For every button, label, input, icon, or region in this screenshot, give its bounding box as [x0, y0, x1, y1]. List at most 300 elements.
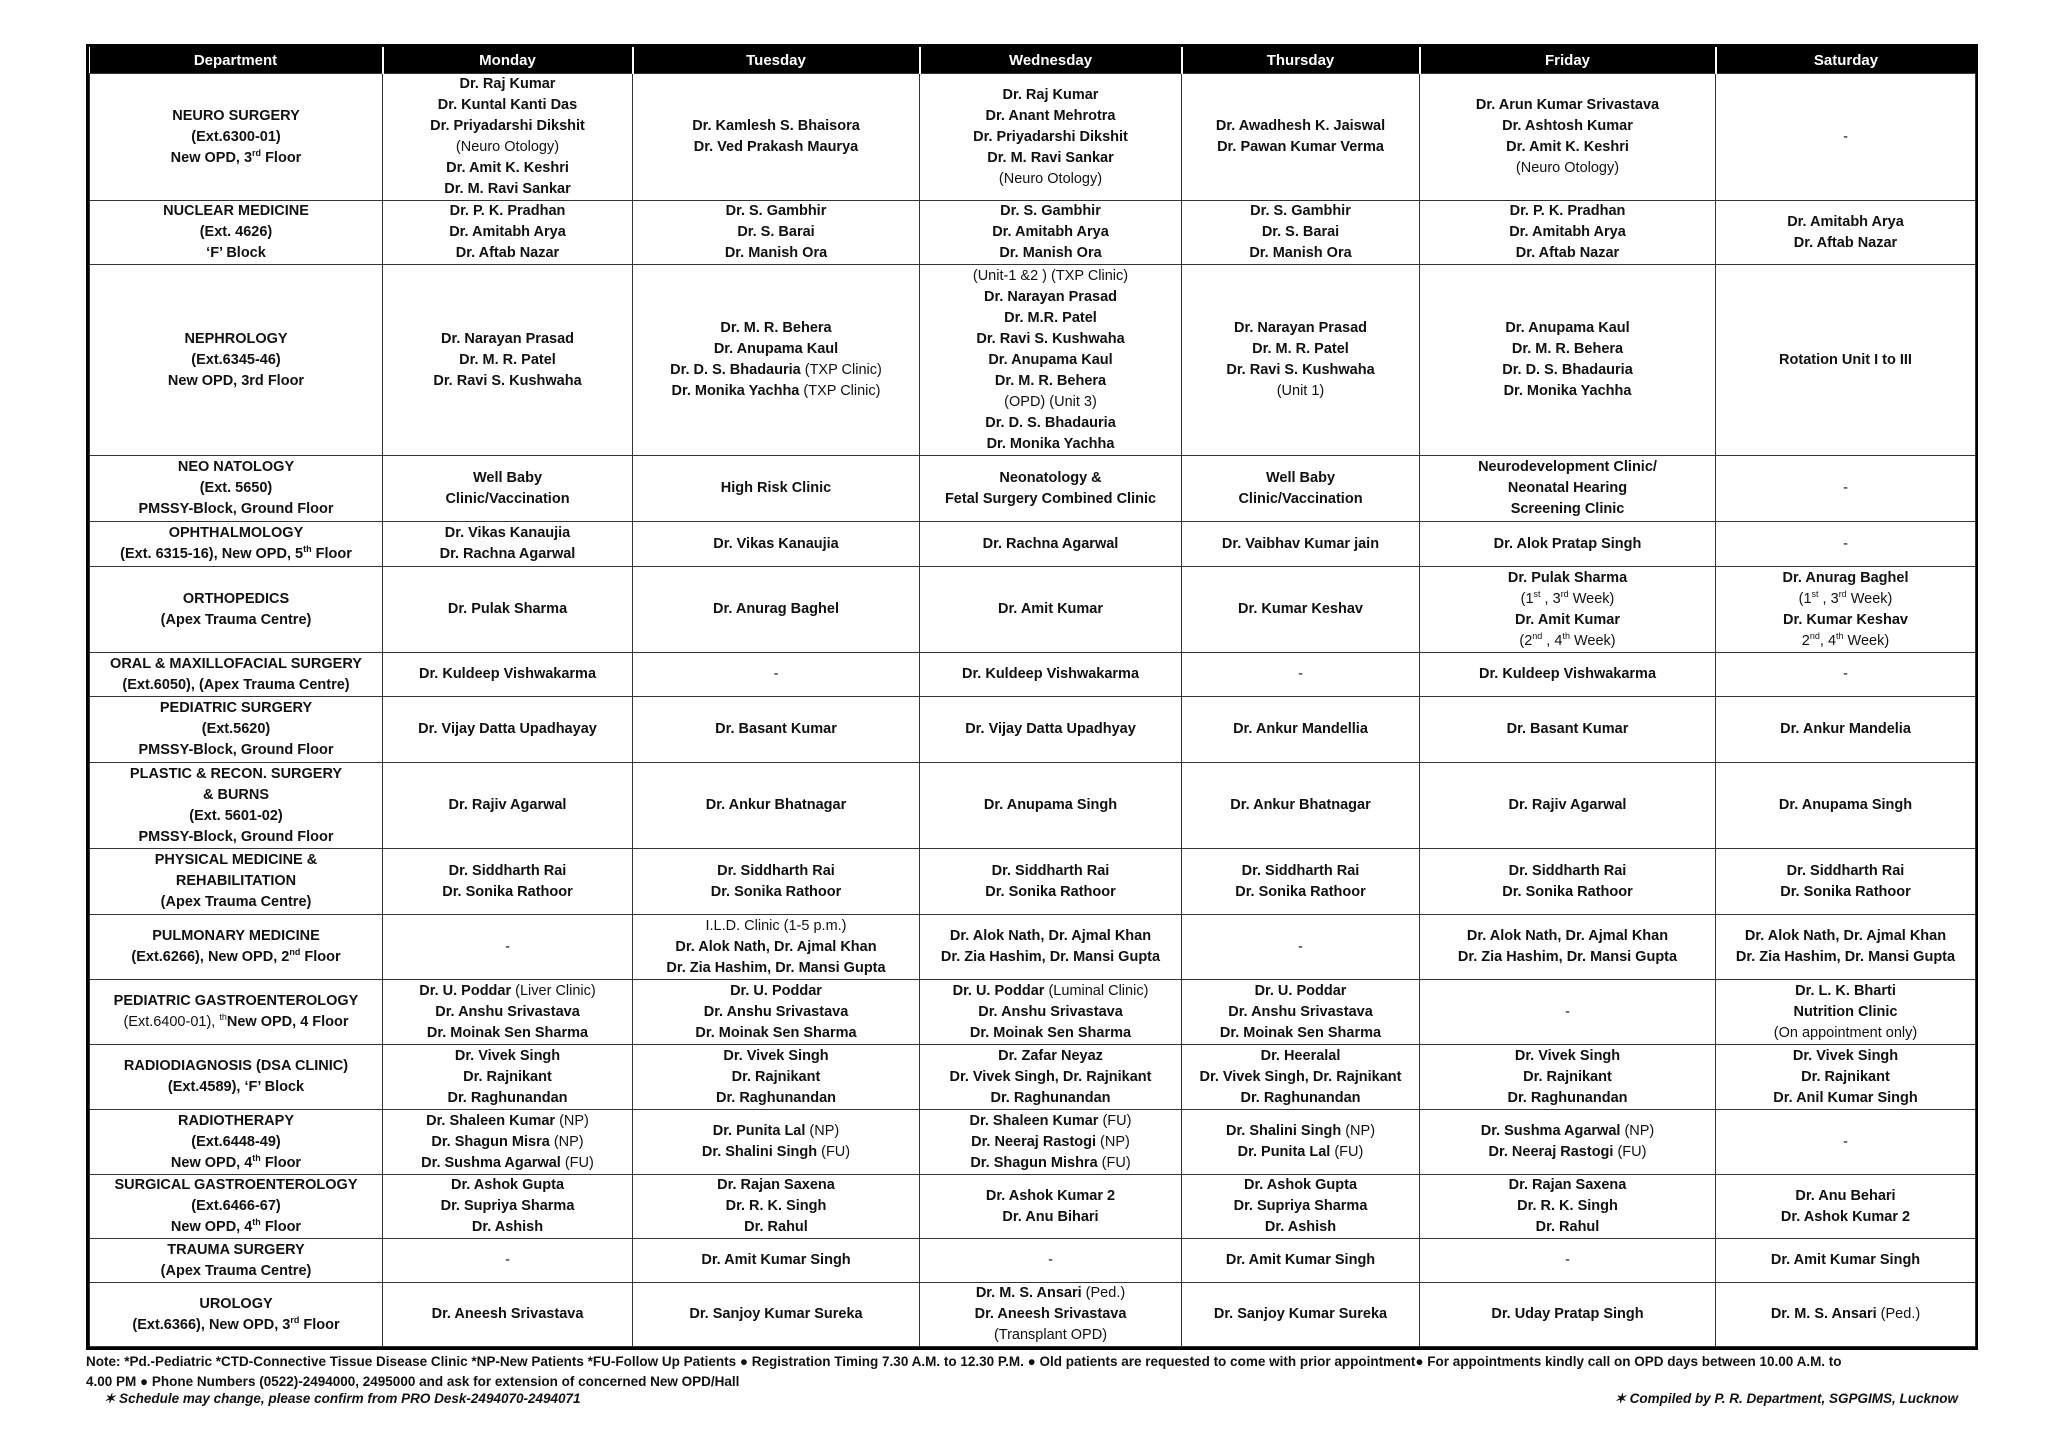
cell-text: Dr. Moinak Sen Sharma [695, 1024, 857, 1041]
day-cell [1182, 567, 1420, 653]
superscript: st [1533, 588, 1541, 599]
cell-text: Dr. Siddharth Rai [1508, 862, 1627, 879]
cell-text: NEPHROLOGY [184, 330, 288, 347]
cell-text: Dr. Ashish [471, 1219, 544, 1235]
doctor-line [386, 1175, 629, 1196]
day-cell [1420, 697, 1716, 763]
cell-text: Dr. Priyadarshi Dikshit [973, 128, 1128, 145]
doctor-line [1719, 981, 1972, 1002]
cell-text: Dr. Raj Kumar [459, 76, 556, 92]
doctor-line [1423, 222, 1712, 243]
day-cell [920, 763, 1182, 849]
department-line [93, 1153, 379, 1174]
doctor-line [1423, 1175, 1712, 1196]
doctor-line [636, 1046, 916, 1067]
day-cell [1716, 697, 1976, 763]
table-row [90, 201, 1976, 265]
cell-text: New OPD, 3 [170, 149, 253, 166]
cell-text: ‘F’ Block [206, 245, 266, 261]
day-cell [1716, 1110, 1976, 1175]
schedule-change-note: ✶ Schedule may change, please confirm from PRO Desk-2494070-2494071 [104, 1391, 581, 1406]
cell-text: TRAUMA SURGERY [167, 1241, 305, 1258]
day-cell [633, 1283, 920, 1347]
cell-text: Screening Clinic [1510, 501, 1625, 517]
cell-text: Dr. Aftab Nazar [455, 245, 560, 261]
doctor-line [386, 74, 629, 95]
cell-text: NUCLEAR MEDICINE [163, 203, 309, 219]
doctor-line [386, 1304, 629, 1325]
department-line [93, 1315, 379, 1336]
cell-text: Dr. Monika Yachha [671, 383, 800, 399]
cell-text: Dr. Kuldeep Vishwakarma [961, 666, 1140, 682]
doctor-line [923, 719, 1178, 740]
doctor-line [923, 127, 1178, 148]
day-cell [920, 456, 1182, 522]
doctor-line [1719, 568, 1972, 589]
column-header: Thursday [1182, 47, 1420, 74]
cell-text: Dr. Ravi S. Kushwaha [433, 372, 582, 389]
department-line [93, 991, 379, 1012]
day-cell [920, 1110, 1182, 1175]
cell-text: (Apex Trauma Centre) [160, 894, 312, 910]
doctor-line [636, 1217, 916, 1238]
doctor-line [1719, 1046, 1972, 1067]
doctor-line [1719, 212, 1972, 233]
cell-text: Dr. Neeraj Rastogi [1488, 1144, 1614, 1160]
doctor-line [386, 95, 629, 116]
cell-text: Dr. Vaibhav Kumar jain [1221, 535, 1380, 552]
doctor-line [1423, 243, 1712, 264]
day-cell [633, 74, 920, 201]
day-cell [383, 1175, 633, 1239]
doctor-line [1185, 1217, 1416, 1238]
cell-text: Dr. Amitabh Arya [1787, 213, 1904, 230]
department-cell [90, 265, 383, 456]
doctor-line [386, 1217, 629, 1238]
cell-text: New OPD, 4 [170, 1219, 253, 1235]
doctor-line [1719, 861, 1972, 882]
doctor-line [1423, 534, 1712, 555]
doctor-line [923, 1207, 1178, 1228]
column-header: Saturday [1716, 47, 1976, 74]
cell-text: & BURNS [202, 786, 270, 803]
cell-suffix: Week) [1568, 590, 1615, 607]
cell-text: Dr. Anupama Kaul [1505, 320, 1630, 336]
doctor-line [1185, 489, 1416, 510]
doctor-line [923, 981, 1178, 1002]
cell-text: Dr. M. Ravi Sankar [987, 149, 1114, 166]
day-cell [1182, 915, 1420, 980]
superscript: nd [1532, 630, 1543, 641]
cell-text: Dr. Ravi S. Kushwaha [1226, 362, 1375, 378]
cell-suffix: Floor [260, 1219, 302, 1235]
cell-text: Neonatal Hearing [1507, 480, 1628, 496]
doctor-line [636, 1142, 916, 1163]
cell-text: Dr. Moinak Sen Sharma [1219, 1024, 1382, 1041]
doctor-line [1185, 1046, 1416, 1067]
day-cell [920, 74, 1182, 201]
cell-text: Dr. Siddharth Rai [1786, 862, 1905, 879]
doctor-line [1423, 589, 1712, 610]
cell-text: Dr. Kuldeep Vishwakarma [418, 666, 597, 682]
doctor-line [923, 489, 1178, 510]
cell-text: Dr. S. Gambhir [725, 203, 827, 219]
day-cell [1182, 763, 1420, 849]
cell-text: Dr. Kuldeep Vishwakarma [1478, 666, 1657, 682]
doctor-line [386, 861, 629, 882]
cell-suffix: New OPD, 4 [226, 1014, 309, 1030]
cell-text: Dr. Sonika Rathoor [710, 883, 842, 900]
department-line [93, 675, 379, 696]
cell-text: (Neuro Otology) [1515, 160, 1620, 176]
cell-text: RADIODIAGNOSIS (DSA CLINIC) [123, 1058, 349, 1074]
column-header: Tuesday [633, 47, 920, 74]
cell-suffix: (TXP Clinic) [799, 383, 881, 399]
day-cell [1420, 763, 1716, 849]
doctor-line [386, 158, 629, 179]
cell-text: (Transplant OPD) [993, 1327, 1108, 1343]
doctor-line [1423, 795, 1712, 816]
doctor-line [1185, 339, 1416, 360]
doctor-line [386, 116, 629, 137]
doctor-line [1423, 568, 1712, 589]
doctor-line [1719, 664, 1972, 685]
day-cell [1420, 1045, 1716, 1110]
doctor-line [1423, 1142, 1712, 1163]
doctor-line [386, 1002, 629, 1023]
doctor-line [923, 599, 1178, 620]
cell-text: REHABILITATION [175, 873, 297, 889]
doctor-line [1423, 499, 1712, 520]
cell-text: (1 [1798, 590, 1812, 607]
day-cell [383, 653, 633, 697]
doctor-line [386, 1196, 629, 1217]
superscript: th [1562, 630, 1570, 641]
doctor-line [1185, 1304, 1416, 1325]
doctor-line [386, 179, 629, 200]
department-line [93, 1240, 379, 1261]
department-line [93, 947, 379, 968]
doctor-line [1719, 1304, 1972, 1325]
department-line [93, 740, 379, 761]
doctor-line [923, 1325, 1178, 1346]
cell-text: Dr. Punita Lal [712, 1123, 806, 1139]
cell-text: Dr. Basant Kumar [715, 721, 837, 737]
cell-text: New OPD, 4 [170, 1154, 253, 1171]
doctor-line [636, 222, 916, 243]
day-cell [383, 522, 633, 567]
cell-text: Dr. Anant Mehrotra [985, 107, 1116, 124]
doctor-line [386, 137, 629, 158]
cell-text: High Risk Clinic [720, 480, 832, 496]
department-line [93, 243, 379, 264]
doctor-line [386, 1023, 629, 1044]
schedule-table [89, 47, 1976, 1347]
day-cell [1716, 456, 1976, 522]
cell-text: Dr. Shalini Singh [1225, 1123, 1342, 1139]
cell-text: Neurodevelopment Clinic/ [1478, 459, 1657, 475]
table-row [90, 1239, 1976, 1283]
doctor-line [1423, 1304, 1712, 1325]
table-row [90, 653, 1976, 697]
doctor-line [923, 201, 1178, 222]
cell-text: Dr. Vivek Singh [454, 1047, 561, 1064]
cell-suffix: (NP) [549, 1133, 584, 1150]
doctor-line [1185, 116, 1416, 137]
cell-text: Dr. Shalini Singh [701, 1144, 818, 1160]
day-cell [920, 1283, 1182, 1347]
day-cell [633, 849, 920, 915]
cell-text: Dr. Sonika Rathoor [442, 883, 573, 900]
cell-text: Dr. Anu Bihari [1002, 1208, 1099, 1225]
doctor-line [636, 882, 916, 903]
cell-text: Dr. Alok Nath, Dr. Ajmal Khan [675, 938, 877, 955]
doctor-line [386, 468, 629, 489]
cell-text: Dr. Siddharth Rai [717, 862, 835, 879]
doctor-line [1185, 468, 1416, 489]
cell-text: (Neuro Otology) [455, 139, 560, 155]
doctor-line [636, 1002, 916, 1023]
department-line [93, 719, 379, 740]
day-cell [1420, 265, 1716, 456]
department-cell [90, 567, 383, 653]
cell-suffix: , 4 [1819, 632, 1837, 649]
cell-text: Dr. S. Gambhir [1000, 203, 1101, 219]
doctor-line [923, 795, 1178, 816]
doctor-line [1423, 1088, 1712, 1109]
doctor-line [636, 1023, 916, 1044]
doctor-line [1185, 1088, 1416, 1109]
day-cell [383, 1045, 633, 1110]
doctor-line [923, 1304, 1178, 1325]
cell-text: Dr. Shaleen Kumar [969, 1112, 1099, 1129]
cell-text: Dr. D. S. Bhadauria [670, 362, 801, 378]
day-cell [383, 1283, 633, 1347]
cell-suffix: (FU) [817, 1144, 851, 1160]
cell-suffix: Week) [1846, 590, 1893, 607]
cell-text: 2 [1801, 632, 1810, 649]
doctor-line [1719, 795, 1972, 816]
doctor-line [1423, 1046, 1712, 1067]
cell-text: NEO NATOLOGY [177, 459, 295, 475]
cell-text: Dr. M. R. Patel [1252, 341, 1349, 357]
doctor-line [386, 1111, 629, 1132]
department-line [93, 764, 379, 785]
doctor-line [1185, 201, 1416, 222]
cell-text: New OPD, 3rd Floor [167, 372, 305, 389]
doctor-line [636, 958, 916, 979]
doctor-line [923, 1023, 1178, 1044]
doctor-line [1185, 1142, 1416, 1163]
cell-text: Dr. Zia Hashim, Dr. Mansi Gupta [1457, 949, 1678, 965]
doctor-line [1423, 664, 1712, 685]
department-line [93, 1175, 379, 1196]
day-cell [383, 763, 633, 849]
doctor-line [386, 544, 629, 565]
cell-text: Dr. U. Poddar [730, 982, 822, 999]
cell-text: PMSSY-Block, Ground Floor [138, 501, 334, 517]
cell-text: Dr. Zia Hashim, Dr. Mansi Gupta [940, 949, 1161, 965]
cell-text: Dr. Ashok Gupta [1243, 1177, 1358, 1193]
doctor-line [386, 664, 629, 685]
day-cell [1420, 201, 1716, 265]
cell-text: Dr. Amitabh Arya [1509, 224, 1626, 240]
department-line [93, 544, 379, 565]
superscript: rd [252, 147, 262, 158]
doctor-line [1423, 360, 1712, 381]
doctor-line [923, 468, 1178, 489]
cell-text: Dr. Rajnikant [1801, 1068, 1890, 1085]
superscript: rd [1838, 588, 1847, 599]
cell-text: Dr. Rahul [1535, 1219, 1600, 1235]
cell-text: Dr. Amit Kumar Singh [1770, 1252, 1921, 1268]
day-cell [920, 1175, 1182, 1239]
doctor-line [923, 1088, 1178, 1109]
day-cell [1420, 567, 1716, 653]
department-line [93, 499, 379, 520]
doctor-line [1423, 631, 1712, 652]
doctor-line [1719, 127, 1972, 148]
day-cell [383, 980, 633, 1045]
cell-text: (Ext.6448-49) [191, 1133, 281, 1150]
cell-text: Dr. P. K. Pradhan [449, 203, 566, 219]
column-header: Department [90, 47, 383, 74]
department-line [93, 371, 379, 392]
doctor-line [923, 947, 1178, 968]
table-row [90, 456, 1976, 522]
cell-suffix: (Luminal Clinic) [1044, 982, 1149, 999]
doctor-line [1185, 664, 1416, 685]
cell-text: - [1843, 1133, 1848, 1150]
cell-text: Dr. Amitabh Arya [992, 224, 1109, 240]
day-cell [1716, 522, 1976, 567]
cell-text: Dr. U. Poddar [419, 982, 512, 999]
doctor-line [1185, 861, 1416, 882]
doctor-line [923, 371, 1178, 392]
department-cell [90, 1045, 383, 1110]
day-cell [633, 653, 920, 697]
cell-text: Dr. Ankur Mandellia [1233, 721, 1368, 737]
day-cell [920, 653, 1182, 697]
doctor-line [923, 148, 1178, 169]
day-cell [920, 1239, 1182, 1283]
department-line [93, 892, 379, 913]
cell-text: Dr. Shagun Misra [431, 1133, 550, 1150]
cell-text: Dr. M. R. Behera [994, 372, 1107, 389]
cell-text: Dr. Anshu Srivastava [978, 1003, 1123, 1020]
day-cell [920, 849, 1182, 915]
superscript: th [219, 1012, 227, 1023]
cell-text: Dr. Raghunandan [447, 1089, 568, 1106]
cell-text: ORTHOPEDICS [182, 590, 290, 607]
doctor-line [1719, 350, 1972, 371]
cell-suffix: (FU) [1613, 1144, 1647, 1160]
department-cell [90, 1239, 383, 1283]
doctor-line [1423, 318, 1712, 339]
cell-suffix: (NP) [1096, 1133, 1130, 1150]
cell-text: Dr. Sanjoy Kumar Sureka [689, 1306, 863, 1322]
doctor-line [636, 534, 916, 555]
column-header: Wednesday [920, 47, 1182, 74]
day-cell [1182, 74, 1420, 201]
day-cell [1420, 1110, 1716, 1175]
cell-text: Well Baby [1265, 469, 1336, 486]
doctor-line [1719, 534, 1972, 555]
doctor-line [1423, 1067, 1712, 1088]
cell-text: Dr. S. Barai [1261, 224, 1340, 240]
header-row [90, 47, 1976, 74]
day-cell [633, 456, 920, 522]
cell-suffix: , 4 [1542, 632, 1563, 649]
cell-text: Dr. Supriya Sharma [1233, 1198, 1368, 1214]
table-row [90, 763, 1976, 849]
doctor-line [1719, 926, 1972, 947]
doctor-line [1423, 339, 1712, 360]
doctor-line [1719, 1186, 1972, 1207]
cell-text: Dr. Siddharth Rai [448, 862, 567, 879]
doctor-line [636, 981, 916, 1002]
cell-suffix: Floor [299, 1316, 340, 1333]
cell-text: Dr. Neeraj Rastogi [971, 1133, 1097, 1150]
cell-text: Dr. Anupama Kaul [988, 351, 1113, 368]
day-cell [1716, 980, 1976, 1045]
cell-text: ORAL & MAXILLOFACIAL SURGERY [110, 655, 362, 672]
doctor-line [923, 1067, 1178, 1088]
cell-text: Dr. Ashok Gupta [450, 1177, 565, 1193]
cell-text: OPHTHALMOLOGY [168, 525, 304, 541]
day-cell [1182, 265, 1420, 456]
doctor-line [1185, 1023, 1416, 1044]
cell-text: PMSSY-Block, Ground Floor [138, 742, 334, 758]
cell-text: Dr. Vivek Singh [723, 1047, 829, 1064]
cell-text: Dr. Raghunandan [1240, 1089, 1361, 1106]
day-cell [920, 522, 1182, 567]
department-line [93, 350, 379, 371]
superscript: th [252, 1217, 261, 1228]
doctor-line [1423, 861, 1712, 882]
doctor-line [636, 1088, 916, 1109]
day-cell [1420, 653, 1716, 697]
table-row [90, 915, 1976, 980]
cell-text: Dr. Aftab Nazar [1793, 234, 1898, 251]
cell-text: Dr. Arun Kumar Srivastava [1475, 97, 1660, 113]
day-cell [920, 265, 1182, 456]
cell-suffix: (NP) [805, 1123, 840, 1139]
doctor-line [386, 1250, 629, 1271]
cell-text: Dr. Sushma Agarwal [1480, 1123, 1621, 1139]
doctor-line [923, 434, 1178, 455]
doctor-line [923, 106, 1178, 127]
department-cell [90, 1110, 383, 1175]
cell-text: Clinic/Vaccination [445, 490, 570, 507]
cell-text: Well Baby [472, 469, 543, 486]
day-cell [1420, 849, 1716, 915]
cell-text: Dr. Kuntal Kanti Das [437, 97, 578, 113]
cell-text: Dr. M. R. Behera [720, 320, 832, 336]
cell-text: Dr. Raghunandan [715, 1089, 837, 1106]
cell-text: - [1843, 480, 1848, 496]
doctor-line [1719, 478, 1972, 499]
cell-text: Dr. Zia Hashim, Dr. Mansi Gupta [666, 959, 886, 976]
day-cell [1182, 1045, 1420, 1110]
note-line-1: Note: *Pd.-Pediatric *CTD-Connective Tissue Disease Clinic *NP-New Patients *FU-Follow Up Patients ● Registration Timing 7.30 A.M. to 12.30 P.M. ● Old patients are requested to come with prior appointment● For appointments kindly call on OPD days between 10.00 A.M. to [86, 1354, 1842, 1369]
cell-text: Dr. Rajiv Agarwal [448, 797, 567, 813]
day-cell [1420, 980, 1716, 1045]
doctor-line [636, 916, 916, 937]
doctor-line [386, 1088, 629, 1109]
doctor-line [1719, 610, 1972, 631]
cell-text: - [1298, 938, 1303, 955]
